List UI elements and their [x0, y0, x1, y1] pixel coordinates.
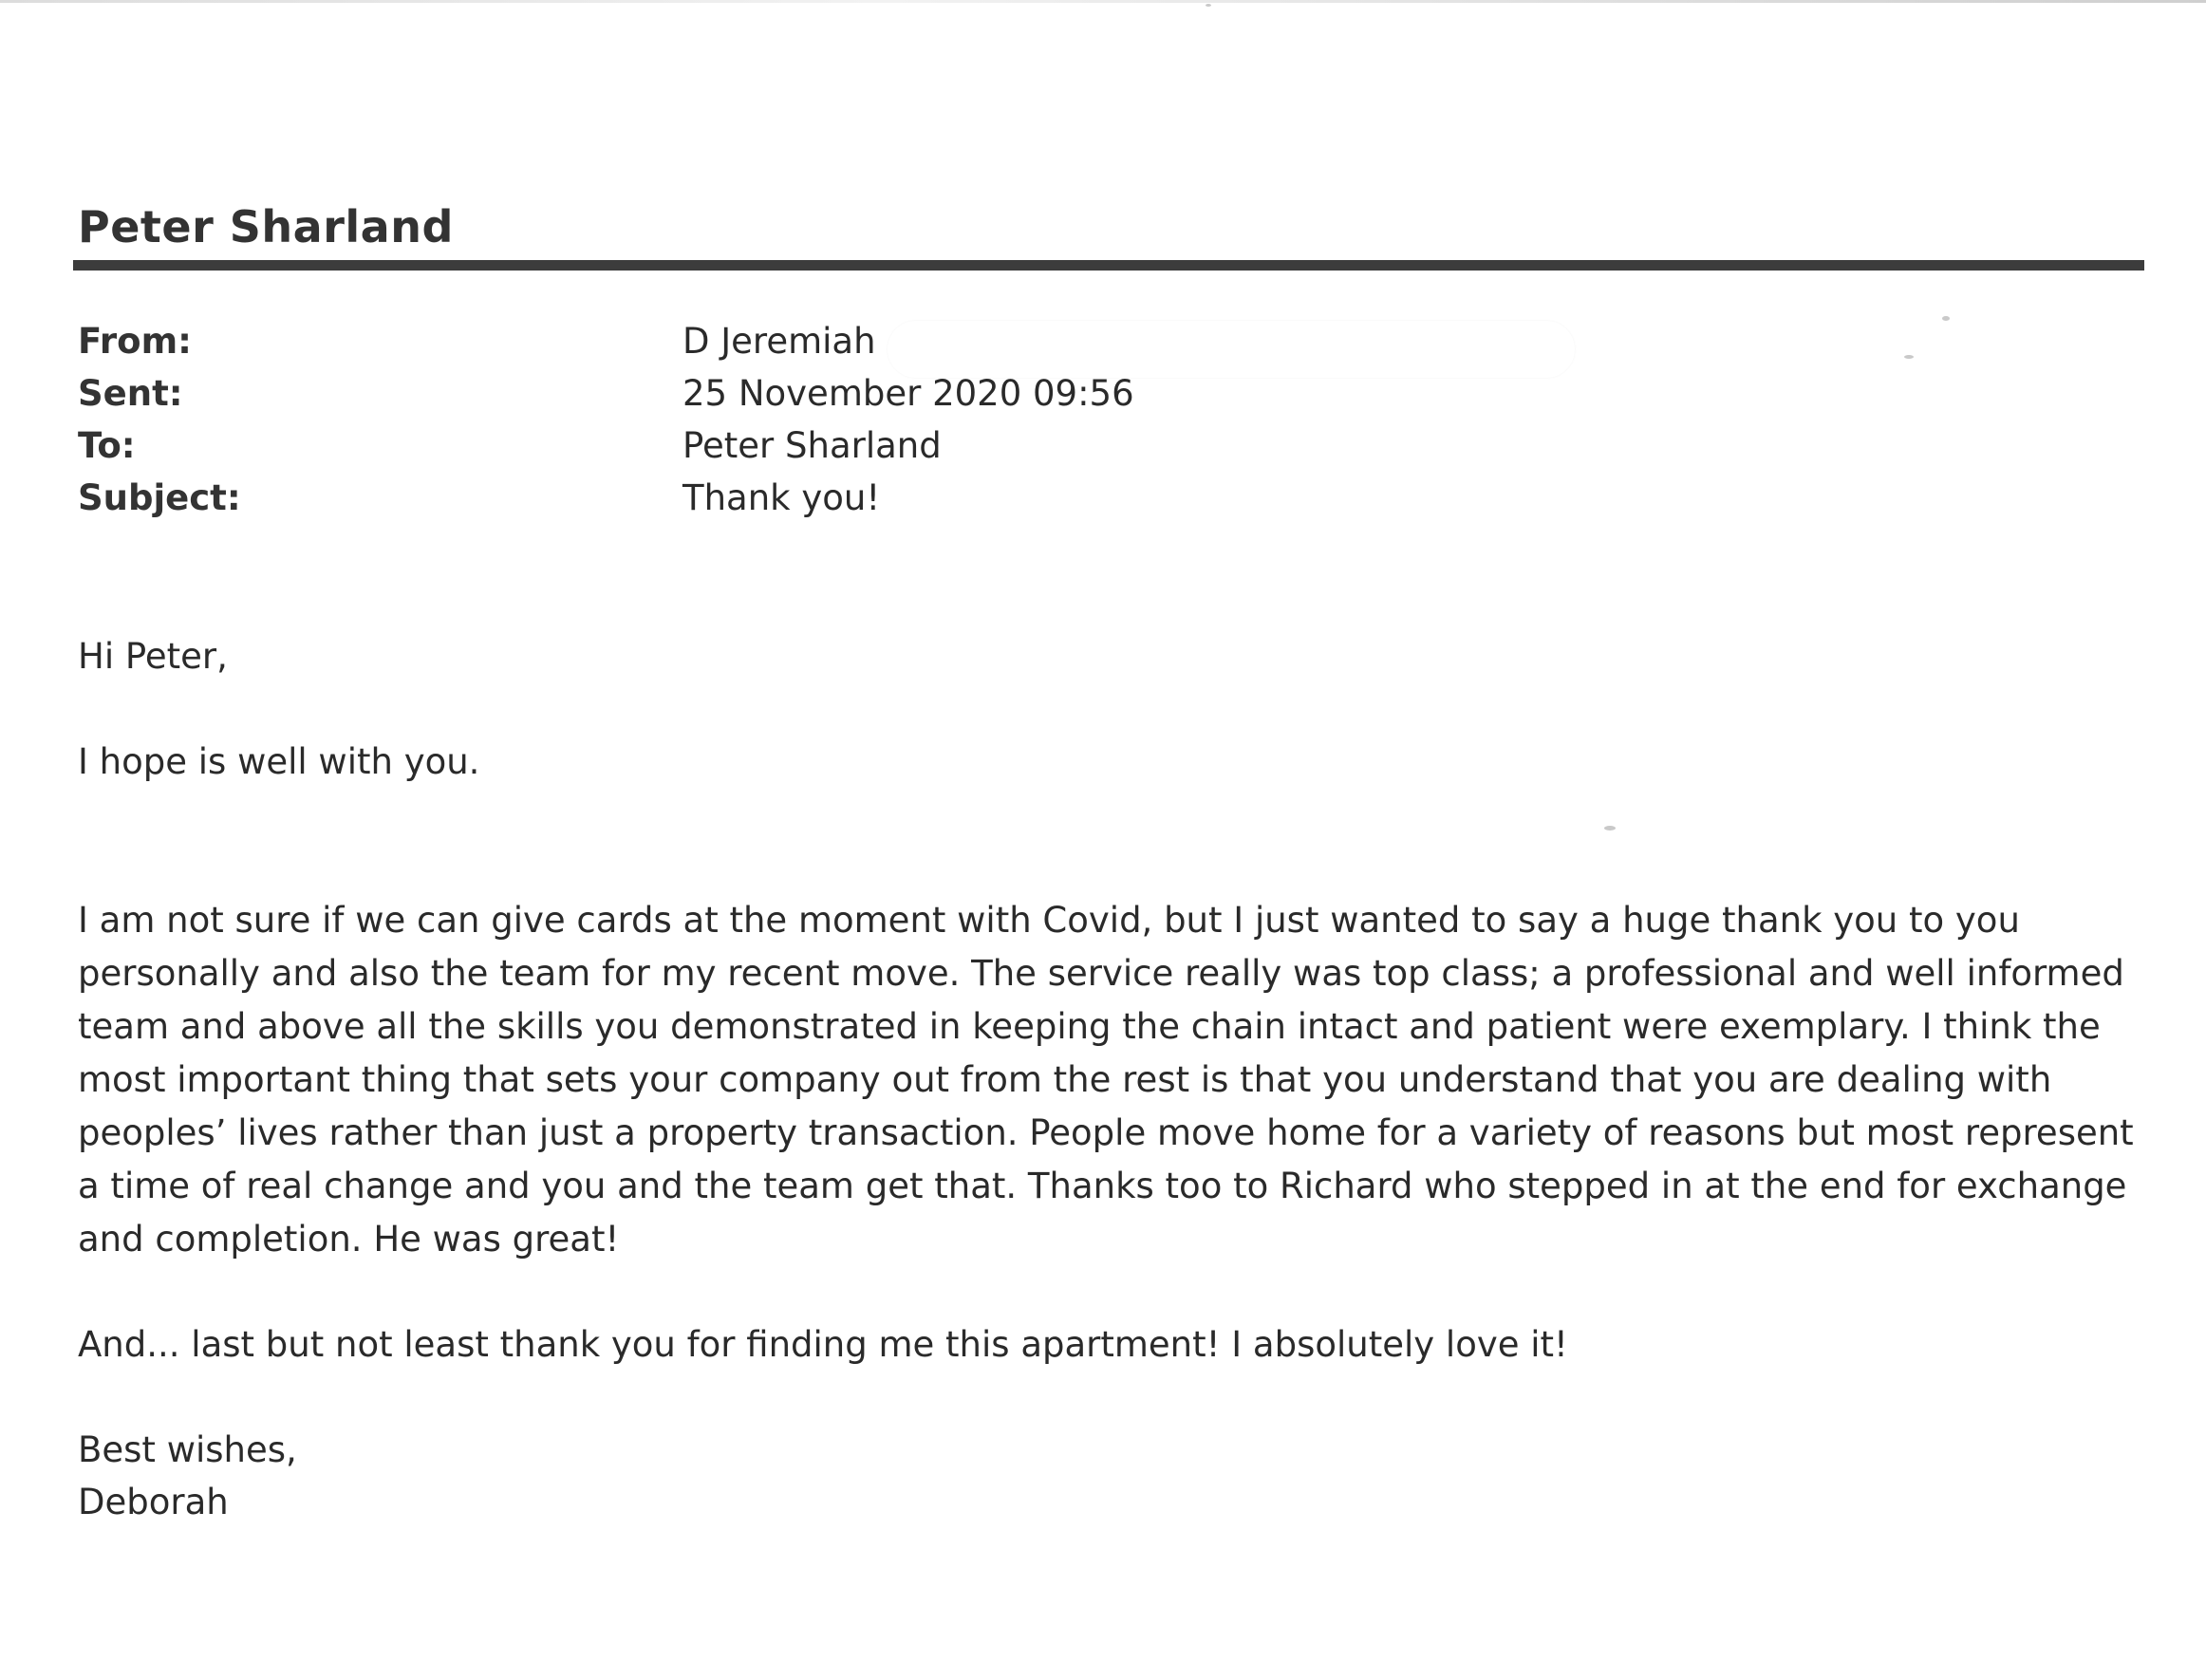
- subject-label: Subject:: [78, 477, 241, 518]
- header-sent-row: [78, 373, 2071, 419]
- email-closing-line: And... last but not least thank you for finding me this apartment! I absolutely love it!: [78, 1324, 1568, 1365]
- paragraph-line: a time of real change and you and the team get that. Thanks too to Richard who stepped in at the end for exchange: [78, 1166, 2127, 1206]
- from-label: From:: [78, 321, 192, 362]
- to-label: To:: [78, 425, 136, 466]
- scan-speck: [1904, 355, 1914, 359]
- scan-speck: [1206, 4, 1211, 7]
- paragraph-line: peoples’ lives rather than just a property transaction. People move home for a variety of reasons but most represent: [78, 1112, 2134, 1153]
- paragraph-line: I am not sure if we can give cards at the moment with Covid, but I just wanted to say a huge thank you to you: [78, 900, 2020, 941]
- email-opening-line: I hope is well with you.: [78, 741, 480, 782]
- scan-top-edge: [0, 0, 2206, 3]
- mailbox-owner-name: Peter Sharland: [78, 201, 454, 252]
- from-value: D Jeremiah: [682, 321, 876, 362]
- paragraph-line: most important thing that sets your company out from the rest is that you understand that you are dealing with: [78, 1059, 2052, 1100]
- email-signoff: Best wishes,: [78, 1429, 297, 1470]
- email-signature-name: Deborah: [78, 1482, 229, 1522]
- paragraph-line: and completion. He was great!: [78, 1219, 620, 1260]
- header-subject-row: [78, 477, 2071, 523]
- sent-label: Sent:: [78, 373, 183, 414]
- scan-speck: [1604, 826, 1616, 831]
- header-to-row: [78, 425, 2071, 471]
- redacted-email-address: [888, 321, 1575, 378]
- paragraph-line: team and above all the skills you demonstrated in keeping the chain intact and patient were exemplary. I think the: [78, 1006, 2101, 1047]
- subject-value: Thank you!: [682, 477, 881, 518]
- paragraph-line: personally and also the team for my recent move. The service really was top class; a professional and well informed: [78, 953, 2124, 994]
- sent-value: 25 November 2020 09:56: [682, 373, 1134, 414]
- email-greeting: Hi Peter,: [78, 636, 228, 677]
- to-value: Peter Sharland: [682, 425, 942, 466]
- header-divider: [73, 260, 2144, 271]
- scan-speck: [1942, 316, 1950, 321]
